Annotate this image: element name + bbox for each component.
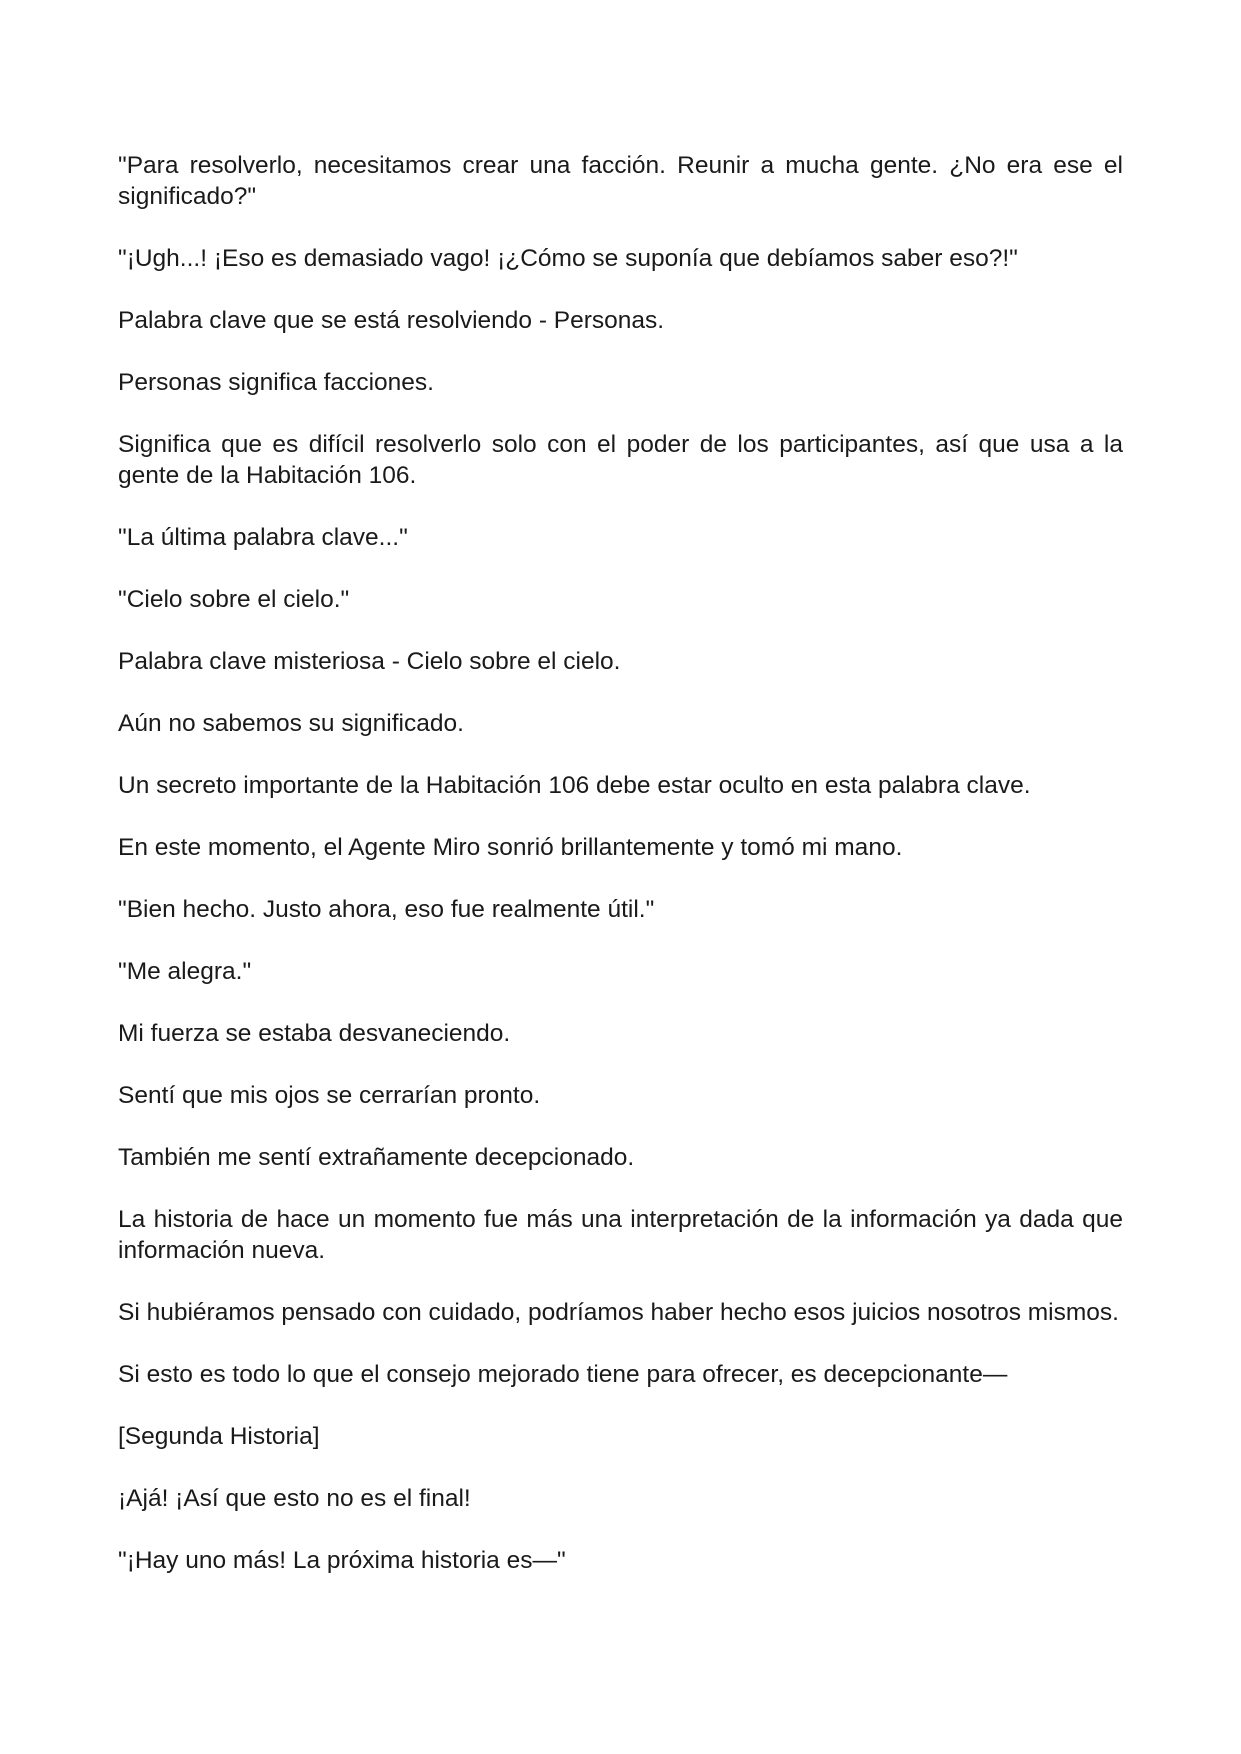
paragraph: Aún no sabemos su significado. <box>118 710 464 737</box>
paragraph: Si hubiéramos pensado con cuidado, podríamos haber hecho esos juicios nosotros mismos. <box>118 1299 1119 1326</box>
paragraph: Significa que es difícil resolverlo solo con el poder de los participantes, así que usa a la gente de la Habitación 106. <box>118 431 1123 489</box>
paragraph: También me sentí extrañamente decepcionado. <box>118 1144 635 1171</box>
paragraph: Palabra clave misteriosa - Cielo sobre el cielo. <box>118 648 621 675</box>
paragraph: "¡Ugh...! ¡Eso es demasiado vago! ¡¿Cómo se suponía que debíamos saber eso?!" <box>118 245 1018 272</box>
paragraph: "La última palabra clave..." <box>118 524 408 551</box>
paragraph: "Cielo sobre el cielo." <box>118 586 350 613</box>
paragraph: "Bien hecho. Justo ahora, eso fue realmente útil." <box>118 896 655 923</box>
paragraph: Si esto es todo lo que el consejo mejorado tiene para ofrecer, es decepcionante— <box>118 1361 1008 1388</box>
paragraph: "Me alegra." <box>118 958 252 985</box>
paragraph: La historia de hace un momento fue más una interpretación de la información ya dada que información nueva. <box>118 1206 1123 1264</box>
document-page <box>118 150 1123 1576</box>
paragraph: Personas significa facciones. <box>118 369 434 396</box>
section-heading: [Segunda Historia] <box>118 1423 320 1450</box>
paragraph: "Para resolverlo, necesitamos crear una facción. Reunir a mucha gente. ¿No era ese el significado?" <box>118 152 1123 210</box>
paragraph: Mi fuerza se estaba desvaneciendo. <box>118 1020 511 1047</box>
paragraph: ¡Ajá! ¡Así que esto no es el final! <box>118 1485 471 1512</box>
paragraph: En este momento, el Agente Miro sonrió brillantemente y tomó mi mano. <box>118 834 903 861</box>
paragraph: Sentí que mis ojos se cerrarían pronto. <box>118 1082 541 1109</box>
paragraph: Un secreto importante de la Habitación 106 debe estar oculto en esta palabra clave. <box>118 772 1031 799</box>
paragraph: "¡Hay uno más! La próxima historia es—" <box>118 1547 566 1574</box>
paragraph: Palabra clave que se está resolviendo - Personas. <box>118 307 665 334</box>
